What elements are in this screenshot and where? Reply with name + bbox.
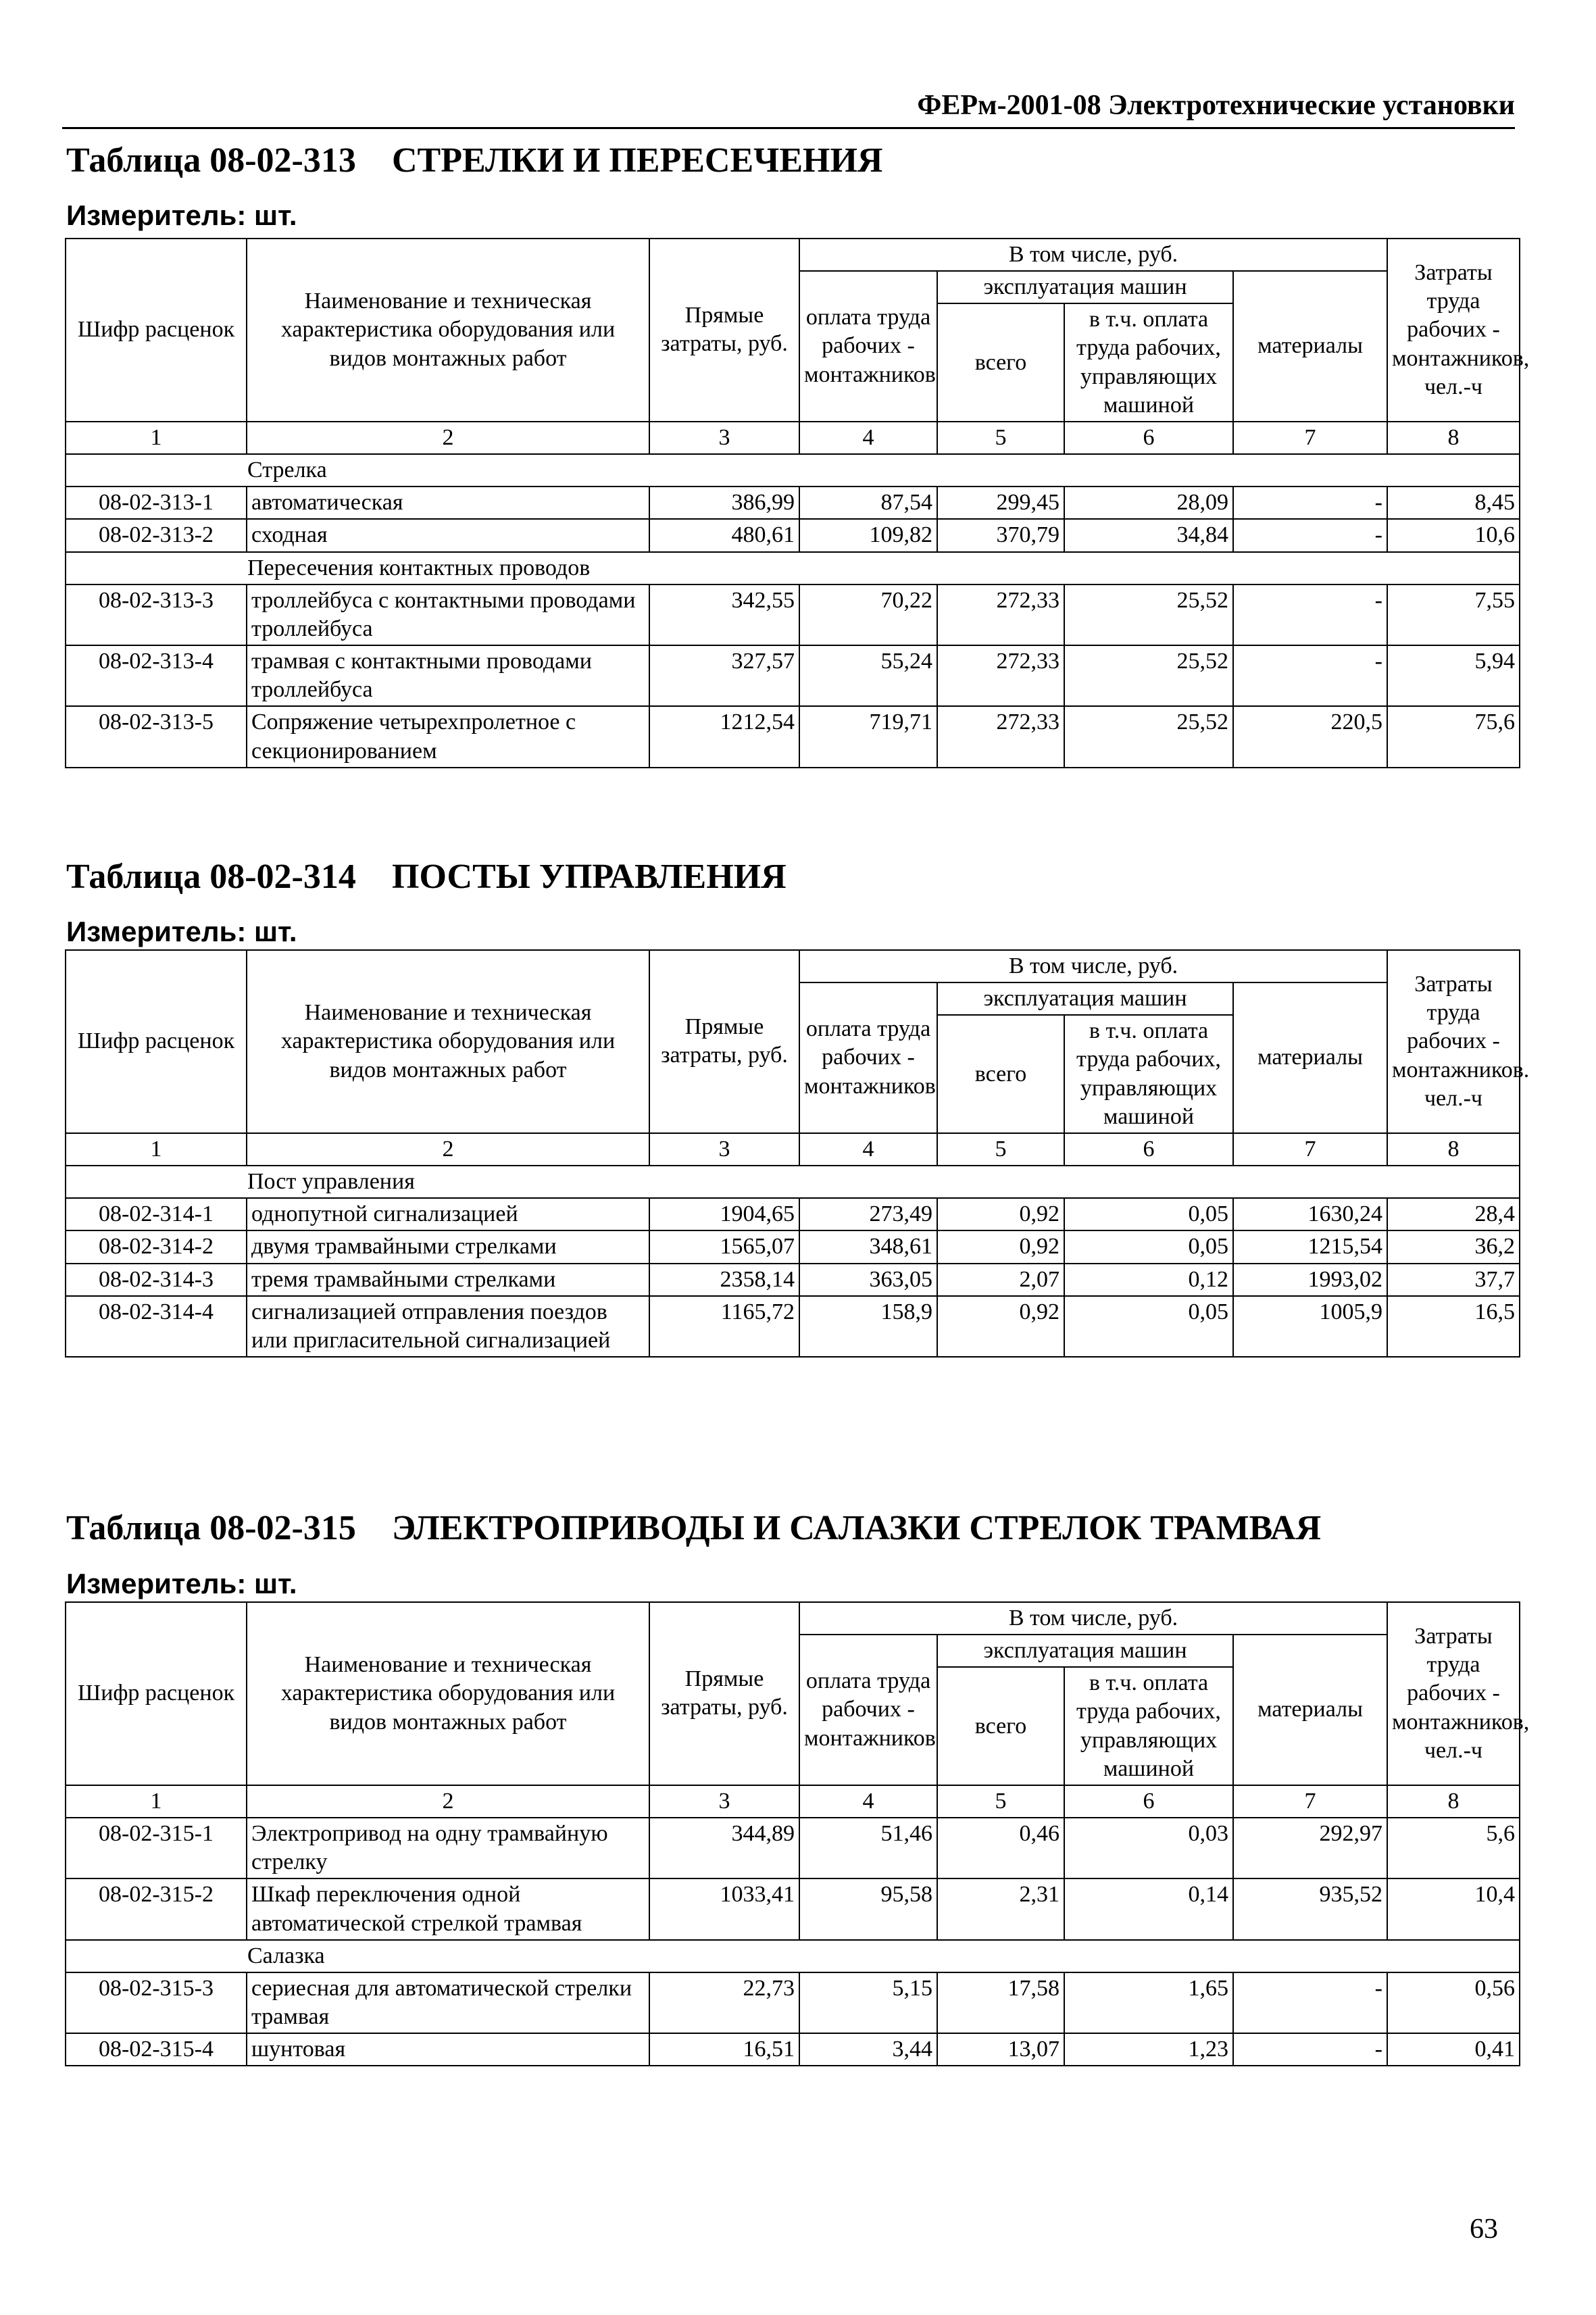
table-number: Таблица 08-02-313 bbox=[66, 141, 356, 180]
unit-line: Измеритель: шт. bbox=[66, 916, 297, 947]
column-number: 2 bbox=[247, 1785, 649, 1818]
rates-table-313 bbox=[65, 238, 1530, 768]
machines-total: 0,92 bbox=[937, 1230, 1064, 1263]
column-number: 5 bbox=[937, 422, 1064, 454]
column-number: 4 bbox=[799, 1133, 937, 1166]
direct-cost: 1165,72 bbox=[649, 1296, 799, 1357]
direct-cost: 480,61 bbox=[649, 519, 799, 551]
col-header-code: Шифр расценок bbox=[66, 1602, 247, 1785]
table-row bbox=[66, 2033, 1520, 2066]
materials-cost: - bbox=[1233, 2033, 1387, 2066]
col-header-name: Наименование и техническая характеристика оборудования или видов монтажных работ bbox=[247, 1602, 649, 1785]
work-name: двумя трамвайными стрелками bbox=[247, 1230, 649, 1263]
col-header-labor: Затраты труда рабочих - монтажников, чел.-ч bbox=[1387, 1602, 1520, 1785]
work-name: Шкаф переключения одной автоматической стрелкой трамвая bbox=[247, 1878, 649, 1939]
col-header-machine-wages: в т.ч. оплата труда рабочих, управляющих машиной bbox=[1064, 1667, 1233, 1785]
labor-hours: 75,6 bbox=[1387, 706, 1520, 767]
running-header: ФЕРм-2001-08 Электротехнические установки bbox=[62, 89, 1515, 129]
col-header-included: В том числе, руб. bbox=[799, 239, 1387, 271]
machines-total: 17,58 bbox=[937, 1972, 1064, 2033]
rate-code: 08-02-314-1 bbox=[66, 1198, 247, 1230]
work-name: автоматическая bbox=[247, 487, 649, 519]
rate-code: 08-02-314-3 bbox=[66, 1264, 247, 1296]
direct-cost: 327,57 bbox=[649, 645, 799, 706]
column-number: 1 bbox=[66, 1785, 247, 1818]
rate-code: 08-02-313-5 bbox=[66, 706, 247, 767]
work-name: Сопряжение четырехпролетное с секционированием bbox=[247, 706, 649, 767]
direct-cost: 22,73 bbox=[649, 1972, 799, 2033]
rate-code: 08-02-313-2 bbox=[66, 519, 247, 551]
materials-cost: 1630,24 bbox=[1233, 1198, 1387, 1230]
table-row bbox=[66, 1296, 1520, 1357]
col-header-machine-wages: в т.ч. оплата труда рабочих, управляющих машиной bbox=[1064, 303, 1233, 422]
labor-hours: 0,41 bbox=[1387, 2033, 1520, 2066]
section-label: Пересечения контактных проводов bbox=[66, 552, 1520, 584]
direct-cost: 344,89 bbox=[649, 1818, 799, 1878]
col-header-direct: Прямые затраты, руб. bbox=[649, 239, 799, 422]
col-header-machines-total: всего bbox=[937, 303, 1064, 422]
column-number: 2 bbox=[247, 1133, 649, 1166]
column-number: 8 bbox=[1387, 1133, 1520, 1166]
section-label: Салазка bbox=[66, 1940, 1520, 1972]
col-header-code: Шифр расценок bbox=[66, 950, 247, 1133]
worker-wages: 109,82 bbox=[799, 519, 937, 551]
machine-operator-wages: 0,05 bbox=[1064, 1296, 1233, 1357]
table-row bbox=[66, 1230, 1520, 1263]
column-number: 4 bbox=[799, 1785, 937, 1818]
machine-operator-wages: 25,52 bbox=[1064, 584, 1233, 645]
machines-total: 2,07 bbox=[937, 1264, 1064, 1296]
machine-operator-wages: 1,23 bbox=[1064, 2033, 1233, 2066]
table-row bbox=[66, 645, 1520, 706]
direct-cost: 1212,54 bbox=[649, 706, 799, 767]
worker-wages: 348,61 bbox=[799, 1230, 937, 1263]
section-row bbox=[66, 1166, 1520, 1198]
table-row bbox=[66, 1972, 1520, 2033]
table-row bbox=[66, 1264, 1520, 1296]
labor-hours: 36,2 bbox=[1387, 1230, 1520, 1263]
materials-cost: 1005,9 bbox=[1233, 1296, 1387, 1357]
col-header-name: Наименование и техническая характеристика оборудования или видов монтажных работ bbox=[247, 950, 649, 1133]
col-header-direct: Прямые затраты, руб. bbox=[649, 1602, 799, 1785]
materials-cost: 1993,02 bbox=[1233, 1264, 1387, 1296]
materials-cost: - bbox=[1233, 645, 1387, 706]
labor-hours: 7,55 bbox=[1387, 584, 1520, 645]
materials-cost: 220,5 bbox=[1233, 706, 1387, 767]
table-row bbox=[66, 487, 1520, 519]
col-header-wages: оплата труда рабочих - монтажников bbox=[799, 271, 937, 422]
worker-wages: 158,9 bbox=[799, 1296, 937, 1357]
machines-total: 13,07 bbox=[937, 2033, 1064, 2066]
column-number: 8 bbox=[1387, 1785, 1520, 1818]
section-label: Пост управления bbox=[66, 1166, 1520, 1198]
section-label: Стрелка bbox=[66, 454, 1520, 487]
worker-wages: 55,24 bbox=[799, 645, 937, 706]
direct-cost: 16,51 bbox=[649, 2033, 799, 2066]
column-number: 2 bbox=[247, 422, 649, 454]
column-number-row bbox=[66, 1785, 1520, 1818]
column-number: 7 bbox=[1233, 1133, 1387, 1166]
machine-operator-wages: 34,84 bbox=[1064, 519, 1233, 551]
table-row bbox=[66, 706, 1520, 767]
direct-cost: 1904,65 bbox=[649, 1198, 799, 1230]
column-number: 1 bbox=[66, 422, 247, 454]
section-row bbox=[66, 454, 1520, 487]
materials-cost: 1215,54 bbox=[1233, 1230, 1387, 1263]
rate-code: 08-02-315-3 bbox=[66, 1972, 247, 2033]
unit-line: Измеритель: шт. bbox=[66, 199, 297, 231]
col-header-machines-total: всего bbox=[937, 1015, 1064, 1133]
column-number: 6 bbox=[1064, 1785, 1233, 1818]
labor-hours: 37,7 bbox=[1387, 1264, 1520, 1296]
machines-total: 0,92 bbox=[937, 1296, 1064, 1357]
machine-operator-wages: 28,09 bbox=[1064, 487, 1233, 519]
col-header-wages: оплата труда рабочих - монтажников bbox=[799, 982, 937, 1133]
machines-total: 272,33 bbox=[937, 706, 1064, 767]
column-number: 6 bbox=[1064, 1133, 1233, 1166]
column-number: 5 bbox=[937, 1133, 1064, 1166]
col-header-wages: оплата труда рабочих - монтажников bbox=[799, 1635, 937, 1785]
direct-cost: 1033,41 bbox=[649, 1878, 799, 1939]
machine-operator-wages: 25,52 bbox=[1064, 645, 1233, 706]
rates-table-315 bbox=[65, 1601, 1530, 2066]
rate-code: 08-02-315-4 bbox=[66, 2033, 247, 2066]
column-number: 5 bbox=[937, 1785, 1064, 1818]
machine-operator-wages: 0,05 bbox=[1064, 1198, 1233, 1230]
work-name: шунтовая bbox=[247, 2033, 649, 2066]
work-name: Электропривод на одну трамвайную стрелку bbox=[247, 1818, 649, 1878]
machine-operator-wages: 0,12 bbox=[1064, 1264, 1233, 1296]
work-name: трамвая с контактными проводами троллейбуса bbox=[247, 645, 649, 706]
col-header-labor: Затраты труда рабочих - монтажников, чел.-ч bbox=[1387, 239, 1520, 422]
table-number: Таблица 08-02-315 bbox=[66, 1509, 356, 1547]
work-name: сериесная для автоматической стрелки трамвая bbox=[247, 1972, 649, 2033]
page-number: 63 bbox=[1470, 2214, 1498, 2245]
section-row bbox=[66, 1940, 1520, 1972]
column-number: 1 bbox=[66, 1133, 247, 1166]
table-number: Таблица 08-02-314 bbox=[66, 857, 356, 896]
worker-wages: 3,44 bbox=[799, 2033, 937, 2066]
rate-code: 08-02-314-2 bbox=[66, 1230, 247, 1263]
machines-total: 272,33 bbox=[937, 645, 1064, 706]
col-header-machines: эксплуатация машин bbox=[937, 1635, 1233, 1667]
labor-hours: 10,6 bbox=[1387, 519, 1520, 551]
rate-code: 08-02-313-1 bbox=[66, 487, 247, 519]
table-row bbox=[66, 1198, 1520, 1230]
labor-hours: 0,56 bbox=[1387, 1972, 1520, 2033]
col-header-included: В том числе, руб. bbox=[799, 1602, 1387, 1635]
col-header-machines-total: всего bbox=[937, 1667, 1064, 1785]
worker-wages: 95,58 bbox=[799, 1878, 937, 1939]
col-header-direct: Прямые затраты, руб. bbox=[649, 950, 799, 1133]
machines-total: 370,79 bbox=[937, 519, 1064, 551]
table-row bbox=[66, 584, 1520, 645]
table-name: СТРЕЛКИ И ПЕРЕСЕЧЕНИЯ bbox=[392, 141, 883, 180]
labor-hours: 8,45 bbox=[1387, 487, 1520, 519]
table-title-313 bbox=[66, 141, 883, 180]
worker-wages: 719,71 bbox=[799, 706, 937, 767]
column-number: 3 bbox=[649, 1133, 799, 1166]
machines-total: 272,33 bbox=[937, 584, 1064, 645]
column-number-row bbox=[66, 1133, 1520, 1166]
section-row bbox=[66, 552, 1520, 584]
col-header-name: Наименование и техническая характеристика оборудования или видов монтажных работ bbox=[247, 239, 649, 422]
rate-code: 08-02-314-4 bbox=[66, 1296, 247, 1357]
col-header-machines: эксплуатация машин bbox=[937, 982, 1233, 1015]
machine-operator-wages: 1,65 bbox=[1064, 1972, 1233, 2033]
materials-cost: - bbox=[1233, 584, 1387, 645]
direct-cost: 1565,07 bbox=[649, 1230, 799, 1263]
rate-code: 08-02-315-2 bbox=[66, 1878, 247, 1939]
unit-line: Измеритель: шт. bbox=[66, 1568, 297, 1599]
materials-cost: - bbox=[1233, 519, 1387, 551]
col-header-code: Шифр расценок bbox=[66, 239, 247, 422]
table-row bbox=[66, 519, 1520, 551]
col-header-machine-wages: в т.ч. оплата труда рабочих, управляющих машиной bbox=[1064, 1015, 1233, 1133]
column-number: 7 bbox=[1233, 422, 1387, 454]
col-header-materials: материалы bbox=[1233, 982, 1387, 1133]
worker-wages: 70,22 bbox=[799, 584, 937, 645]
machines-total: 0,46 bbox=[937, 1818, 1064, 1878]
column-number: 6 bbox=[1064, 422, 1233, 454]
machines-total: 299,45 bbox=[937, 487, 1064, 519]
machines-total: 2,31 bbox=[937, 1878, 1064, 1939]
worker-wages: 87,54 bbox=[799, 487, 937, 519]
worker-wages: 51,46 bbox=[799, 1818, 937, 1878]
rate-code: 08-02-313-3 bbox=[66, 584, 247, 645]
col-header-machines: эксплуатация машин bbox=[937, 271, 1233, 303]
work-name: сигнализацией отправления поездов или пригласительной сигнализацией bbox=[247, 1296, 649, 1357]
direct-cost: 342,55 bbox=[649, 584, 799, 645]
rate-code: 08-02-315-1 bbox=[66, 1818, 247, 1878]
work-name: тремя трамвайными стрелками bbox=[247, 1264, 649, 1296]
materials-cost: 935,52 bbox=[1233, 1878, 1387, 1939]
labor-hours: 10,4 bbox=[1387, 1878, 1520, 1939]
col-header-included: В том числе, руб. bbox=[799, 950, 1387, 982]
worker-wages: 273,49 bbox=[799, 1198, 937, 1230]
work-name: однопутной сигнализацией bbox=[247, 1198, 649, 1230]
machines-total: 0,92 bbox=[937, 1198, 1064, 1230]
table-name: ПОСТЫ УПРАВЛЕНИЯ bbox=[392, 857, 787, 896]
column-number: 8 bbox=[1387, 422, 1520, 454]
table-title-315 bbox=[66, 1508, 1322, 1548]
machine-operator-wages: 0,03 bbox=[1064, 1818, 1233, 1878]
labor-hours: 16,5 bbox=[1387, 1296, 1520, 1357]
direct-cost: 386,99 bbox=[649, 487, 799, 519]
worker-wages: 363,05 bbox=[799, 1264, 937, 1296]
col-header-materials: материалы bbox=[1233, 271, 1387, 422]
materials-cost: 292,97 bbox=[1233, 1818, 1387, 1878]
col-header-labor: Затраты труда рабочих - монтажников. чел.-ч bbox=[1387, 950, 1520, 1133]
direct-cost: 2358,14 bbox=[649, 1264, 799, 1296]
work-name: сходная bbox=[247, 519, 649, 551]
table-title-314 bbox=[66, 857, 787, 897]
column-number: 7 bbox=[1233, 1785, 1387, 1818]
table-row bbox=[66, 1878, 1520, 1939]
labor-hours: 5,6 bbox=[1387, 1818, 1520, 1878]
rate-code: 08-02-313-4 bbox=[66, 645, 247, 706]
materials-cost: - bbox=[1233, 487, 1387, 519]
table-name: ЭЛЕКТРОПРИВОДЫ И САЛАЗКИ СТРЕЛОК ТРАМВАЯ bbox=[392, 1509, 1322, 1547]
materials-cost: - bbox=[1233, 1972, 1387, 2033]
col-header-materials: материалы bbox=[1233, 1635, 1387, 1785]
table-row bbox=[66, 1818, 1520, 1878]
labor-hours: 28,4 bbox=[1387, 1198, 1520, 1230]
labor-hours: 5,94 bbox=[1387, 645, 1520, 706]
column-number-row bbox=[66, 422, 1520, 454]
column-number: 3 bbox=[649, 422, 799, 454]
worker-wages: 5,15 bbox=[799, 1972, 937, 2033]
rates-table-314 bbox=[65, 949, 1530, 1358]
machine-operator-wages: 0,14 bbox=[1064, 1878, 1233, 1939]
column-number: 4 bbox=[799, 422, 937, 454]
column-number: 3 bbox=[649, 1785, 799, 1818]
machine-operator-wages: 25,52 bbox=[1064, 706, 1233, 767]
machine-operator-wages: 0,05 bbox=[1064, 1230, 1233, 1263]
work-name: троллейбуса с контактными проводами троллейбуса bbox=[247, 584, 649, 645]
